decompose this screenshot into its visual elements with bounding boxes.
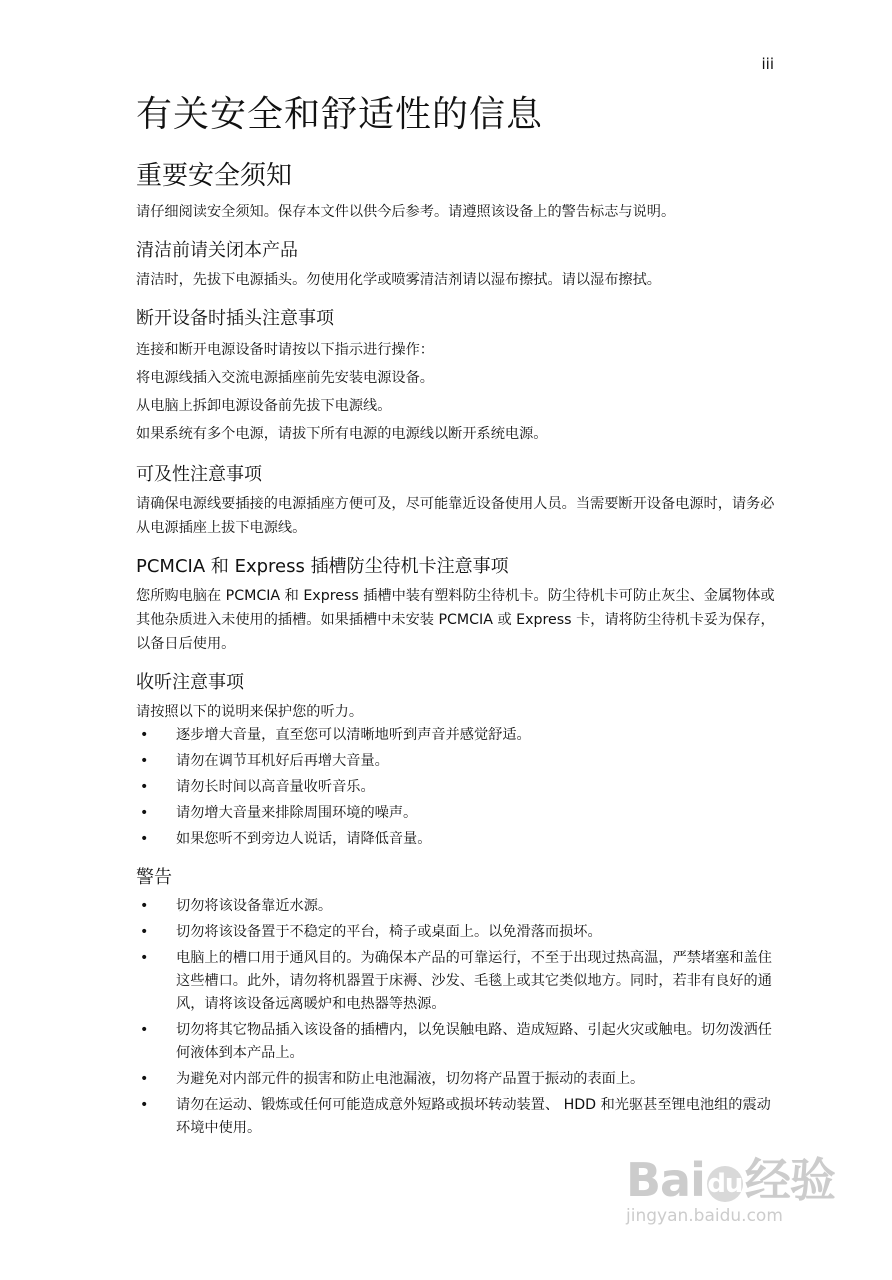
bullet: • bbox=[140, 805, 149, 821]
list-item bbox=[136, 1068, 776, 1091]
watermark-logo bbox=[626, 1144, 838, 1210]
section-intro: 请仔细阅读安全须知。保存本文件以供今后参考。请遵照该设备上的警告标志与说明。 bbox=[136, 204, 676, 220]
section-heading: 重要安全须知 bbox=[136, 161, 293, 191]
list-item bbox=[136, 724, 776, 747]
list-item-text: 如果您听不到旁边人说话，请降低音量。 bbox=[176, 831, 432, 847]
list-item bbox=[136, 895, 776, 918]
list-item-text: 请勿增大音量来排除周围环境的噪声。 bbox=[176, 805, 418, 821]
list-item-text: 切勿将该设备靠近水源。 bbox=[176, 898, 333, 914]
bullet: • bbox=[140, 1071, 149, 1087]
pcmcia-heading: PCMCIA 和 Express 插槽防尘待机卡注意事项 bbox=[136, 556, 509, 577]
bullet: • bbox=[140, 727, 149, 743]
hearing-heading: 收听注意事项 bbox=[136, 672, 244, 693]
list-item-text: 切勿将其它物品插入该设备的插槽内，以免误触电路、造成短路、引起火灾或触电。切勿泼洒任何液体到本产品上。 bbox=[176, 1022, 772, 1061]
hearing-intro: 请按照以下的说明来保护您的听力。 bbox=[136, 704, 364, 720]
page-number: iii bbox=[761, 55, 774, 73]
cleaning-heading: 清洁前请关闭本产品 bbox=[136, 240, 298, 261]
list-item bbox=[136, 802, 776, 825]
unplug-heading: 断开设备时插头注意事项 bbox=[136, 308, 334, 329]
list-item bbox=[136, 1094, 776, 1140]
pcmcia-text: 您所购电脑在 PCMCIA 和 Express 插槽中装有塑料防尘待机卡。防尘待机卡可防止灰尘、金属物体或其他杂质进入未使用的插槽。如果插槽中未安装 PCMCIA 或 Express 卡，请将防尘待机卡妥为保存，以备日后使用。 bbox=[136, 588, 775, 652]
document-body bbox=[136, 92, 776, 1143]
list-item-text: 请勿在调节耳机好后再增大音量。 bbox=[176, 753, 389, 769]
list-item bbox=[136, 828, 776, 851]
warning-heading: 警告 bbox=[136, 867, 172, 888]
accessibility-heading: 可及性注意事项 bbox=[136, 464, 262, 485]
watermark-logo-right: 经验 bbox=[744, 1153, 835, 1207]
watermark-logo-left: Bai bbox=[626, 1153, 705, 1207]
list-item-text: 电脑上的槽口用于通风目的。为确保本产品的可靠运行，不至于出现过热高温，严禁堵塞和盖住这些槽口。此外，请勿将机器置于床褥、沙发、毛毯上或其它类似地方。同时，若非有良好的通风，请将该设备远离暖炉和电热器等热源。 bbox=[176, 950, 772, 1012]
hearing-list bbox=[136, 724, 776, 851]
warning-list bbox=[136, 895, 776, 1140]
list-item bbox=[136, 947, 776, 1016]
unplug-line: 从电脑上拆卸电源设备前先拔下电源线。 bbox=[136, 398, 392, 414]
accessibility-text: 请确保电源线要插接的电源插座方便可及，尽可能靠近设备使用人员。当需要断开设备电源时，请务必从电源插座上拔下电源线。 bbox=[136, 496, 775, 536]
list-item-text: 逐步增大音量，直至您可以清晰地听到声音并感觉舒适。 bbox=[176, 727, 531, 743]
unplug-line: 连接和断开电源设备时请按以下指示进行操作： bbox=[136, 342, 434, 358]
bullet: • bbox=[140, 1097, 149, 1113]
bullet: • bbox=[140, 831, 149, 847]
list-item bbox=[136, 776, 776, 799]
baidu-watermark bbox=[626, 1144, 838, 1244]
bullet: • bbox=[140, 779, 149, 795]
unplug-line: 将电源线插入交流电源插座前先安装电源设备。 bbox=[136, 370, 434, 386]
bullet: • bbox=[140, 950, 149, 966]
watermark-url: jingyan.baidu.com bbox=[626, 1206, 783, 1226]
list-item bbox=[136, 750, 776, 773]
bullet: • bbox=[140, 898, 149, 914]
page-title: 有关安全和舒适性的信息 bbox=[136, 94, 544, 135]
paw-icon: du bbox=[707, 1166, 743, 1202]
list-item-text: 请勿在运动、锻炼或任何可能造成意外短路或损坏转动装置、 HDD 和光驱甚至锂电池组的震动环境中使用。 bbox=[176, 1097, 771, 1136]
bullet: • bbox=[140, 924, 149, 940]
list-item bbox=[136, 1019, 776, 1065]
list-item-text: 请勿长时间以高音量收听音乐。 bbox=[176, 779, 375, 795]
bullet: • bbox=[140, 753, 149, 769]
list-item-text: 为避免对内部元件的损害和防止电池漏液，切勿将产品置于振动的表面上。 bbox=[176, 1071, 645, 1087]
bullet: • bbox=[140, 1022, 149, 1038]
list-item bbox=[136, 921, 776, 944]
unplug-line: 如果系统有多个电源，请拔下所有电源的电源线以断开系统电源。 bbox=[136, 426, 548, 442]
list-item-text: 切勿将该设备置于不稳定的平台，椅子或桌面上。以免滑落而损坏。 bbox=[176, 924, 602, 940]
cleaning-text: 清洁时，先拔下电源插头。勿使用化学或喷雾清洁剂请以湿布擦拭。请以湿布擦拭。 bbox=[136, 272, 661, 288]
